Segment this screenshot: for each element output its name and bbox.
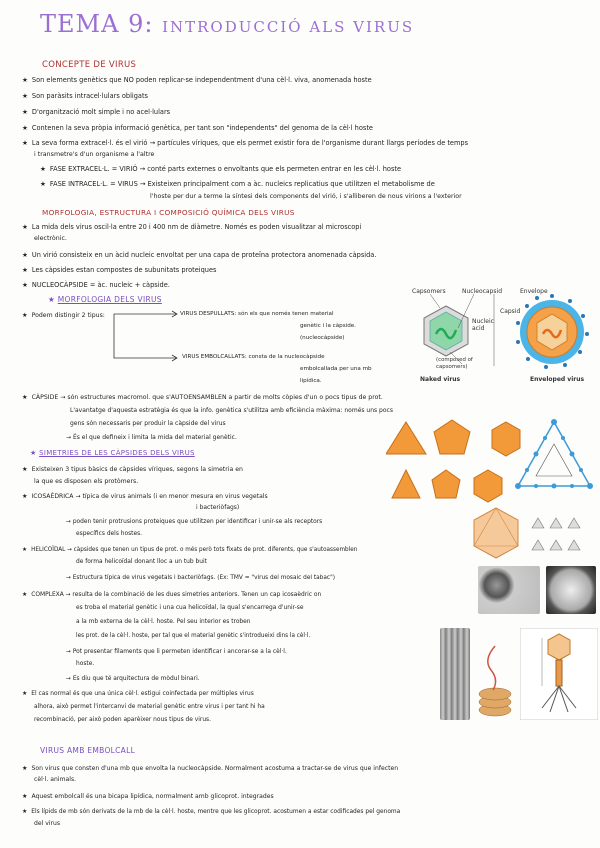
naked-desc-2: genètic i la càpside. (300, 323, 356, 329)
label-nucleic-acid: Nucleic acid (472, 318, 494, 332)
list-item: ★ FASE EXTRACEL·L. = VIRIÓ → conté parts externes o envoltants que els permeten entrar en les cèl·l. hoste (40, 165, 402, 173)
label-enveloped: Enveloped virus (530, 376, 585, 383)
list-item-cont: gens són necessaris per produir la càpside del virus (70, 420, 226, 427)
label-naked: Naked virus (420, 376, 461, 383)
list-item: ★ Els lípids de mb són derivats de la mb de la cèl·l. hoste, mentre que les glicoprot. acostumen a estar codificades pel genoma (22, 809, 401, 815)
naked-desc-1: VIRUS DESPULLATS: són els que només tenen material (180, 311, 334, 317)
helical-model (475, 640, 515, 720)
list-item-cont: i transmetre's d'un organisme a l'altre (34, 151, 155, 158)
micrograph-icosahedral (546, 566, 596, 614)
title-main: TEMA 9: (40, 10, 154, 38)
list-item: ★ NUCLEOCÀPSIDE = àc. nucleic + càpside. (22, 281, 170, 289)
list-item: ★ Existeixen 3 tipus bàsics de càpsides víriques, segons la simetria en (22, 466, 243, 473)
list-item: ★ Son virus que consten d'una mb que envolta la nucleocàpside. Normalment acostuma a tractar-se de virus que infecten (22, 765, 399, 772)
heading-morfologia: MORFOLOGIA, ESTRUCTURA I COMPOSICIÓ QUÍMICA DELS VIRUS (42, 208, 295, 217)
label-capsomers: Capsomers (412, 288, 446, 295)
icosahedron-models (470, 504, 596, 564)
list-item-cont: → És el que defineix i limita la mida del material genètic. (66, 434, 237, 441)
list-item: ★ COMPLEXA → resulta de la combinació de les dues simetries anteriors. Tenen un cap icosaèdric on (22, 592, 322, 598)
list-item-cont: del virus (34, 820, 61, 827)
page-title (40, 10, 414, 38)
enveloped-desc-1: VIRUS EMBOLCALLATS: consta de la nucleocàpside (182, 354, 325, 360)
micrograph-helical (478, 566, 540, 614)
label-nucleocapsid: Nucleocapsid (462, 288, 503, 295)
bracket-arrows (110, 310, 190, 366)
list-item: ★ Aquest embolcall és una bicapa lipídica, normalment amb glicoprot. integrades (22, 793, 274, 800)
label-capsid-composed: (composed of capsomers) (436, 357, 473, 370)
label-envelope: Envelope (520, 288, 548, 295)
list-item-cont: → Pot presentar filaments que li permeten identificar i ancorar-se a la cèl·l. (66, 649, 287, 655)
bacteriophage-diagram (520, 628, 598, 720)
enveloped-desc-2: embolcallada per una mb (300, 366, 372, 372)
list-item-cont: a la mb externa de la cèl·l. hoste. Pel seu interior es troben (76, 619, 251, 625)
list-item-cont: es troba el material genètic i una cua helicoïdal, la qual s'encarrega d'unir-se (76, 605, 304, 611)
list-item: ★ Podem distingir 2 tipus: (22, 312, 105, 319)
heading-simetries: ★ SIMETRIES DE LES CÀPSIDES DELS VIRUS (30, 449, 195, 457)
list-item: ★ D'organització molt simple i no acel·lulars (22, 108, 171, 116)
icosahedral-face (518, 422, 590, 486)
list-item: ★ CÀPSIDE → són estructures macromol. que s'AUTOENSAMBLEN a partir de molts còpies d'un o pocs tipus de prot. (22, 394, 383, 401)
label-capsid: Capsid (500, 308, 521, 315)
list-item: ★ HELICOÏDAL → càpsides que tenen un tipus de prot. o més però tots fixats de prot. diferents, que s'autoassemblen (22, 547, 358, 553)
list-item: ★ Contenen la seva pròpia informació genètica, per tant son "independents" del genoma de la cèl·l hoste (22, 124, 373, 132)
heading-morfologia-virus: ★ MORFOLOGIA DELS VIRUS (48, 295, 162, 304)
list-item-cont: → poden tenir protrusions proteiques que utilitzen per identificar i unir-se als receptors (66, 519, 323, 525)
list-item-cont: les prot. de la cèl·l. hoste, per tal que el material genètic s'introdueixi dins la cèl·l. (76, 633, 311, 639)
list-item-cont: → Estructura típica de virus vegetals i bacteriòfags. (Ex: TMV = "virus del mosaic del tabac") (66, 575, 336, 581)
heading-embolcall: VIRUS AMB EMBOLCALL (40, 746, 136, 755)
list-item-cont: l'hoste per dur a terme la síntesi dels components del virió, i s'alliberen de nous virions a l'exterior (150, 193, 462, 200)
list-item-cont: recombinació, per això poden aparèixer nous tipus de virus. (34, 717, 211, 723)
list-item-cont: de forma helicoïdal donant lloc a un tub buit (76, 559, 207, 565)
list-item: ★ Un virió consisteix en un àcid nucleic envoltat per una capa de proteïna protectora anomenada càpsida. (22, 251, 377, 259)
capsid-symmetry-figure (386, 414, 598, 506)
enveloped-desc-3: lipídica. (300, 378, 322, 384)
list-item: ★ ICOSAÈDRICA → típica de virus animals (i en menor mesura en virus vegetals (22, 493, 268, 500)
list-item: ★ Les càpsides estan compostes de subunitats proteiques (22, 266, 217, 274)
list-item-cont: específics dels hostes. (76, 531, 143, 537)
list-item-cont: → Es diu que té arquitectura de mòdul binari. (66, 676, 200, 682)
list-item: ★ Son elements genètics que NO poden replicar-se independentment d'una cèl·l. viva, anomenada hoste (22, 76, 372, 84)
list-item-cont: hoste. (76, 661, 95, 667)
heading-concepte: CONCEPTE DE VIRUS (42, 60, 137, 70)
virus-structure-diagram (410, 286, 598, 390)
list-item: ★ Son paràsits intracel·lulars obligats (22, 92, 148, 100)
list-item-cont: alhora, això permet l'intercanvi de material genètic entre virus i per tant hi ha (34, 704, 265, 710)
list-item-cont: i bacteriòfags) (196, 504, 240, 511)
micrograph-tmv (440, 628, 470, 720)
list-item: ★ FASE INTRACEL·L. = VIRUS → Existeixen principalment com a àc. nucleics replicatius que utilitzen el metabolisme de (40, 180, 435, 188)
title-sub: INTRODUCCIÓ ALS VIRUS (162, 18, 415, 36)
list-item-cont: cèl·l. animals. (34, 776, 77, 783)
list-item-cont: la que es disposen els protòmers. (34, 478, 139, 485)
list-item-cont: L'avantatge d'aquesta estratègia és que la info. genètica s'utilitza amb eficiència màxima: només uns pocs (70, 407, 393, 414)
list-item: ★ El cas normal és que una única cèl·l. estigui coinfectada per múltiples virus (22, 691, 254, 697)
list-item: ★ La mida dels virus oscil·la entre 20 i 400 nm de diàmetre. Només es poden visualitzar al microscopi (22, 223, 362, 231)
list-item: ★ La seva forma extracel·l. és el virió → partícules víriques, que els permet existir fora de l'organisme durant llargs períodes de temps (22, 139, 469, 147)
list-item-cont: electrònic. (34, 235, 67, 242)
naked-desc-3: (nucleocàpside) (300, 335, 345, 341)
